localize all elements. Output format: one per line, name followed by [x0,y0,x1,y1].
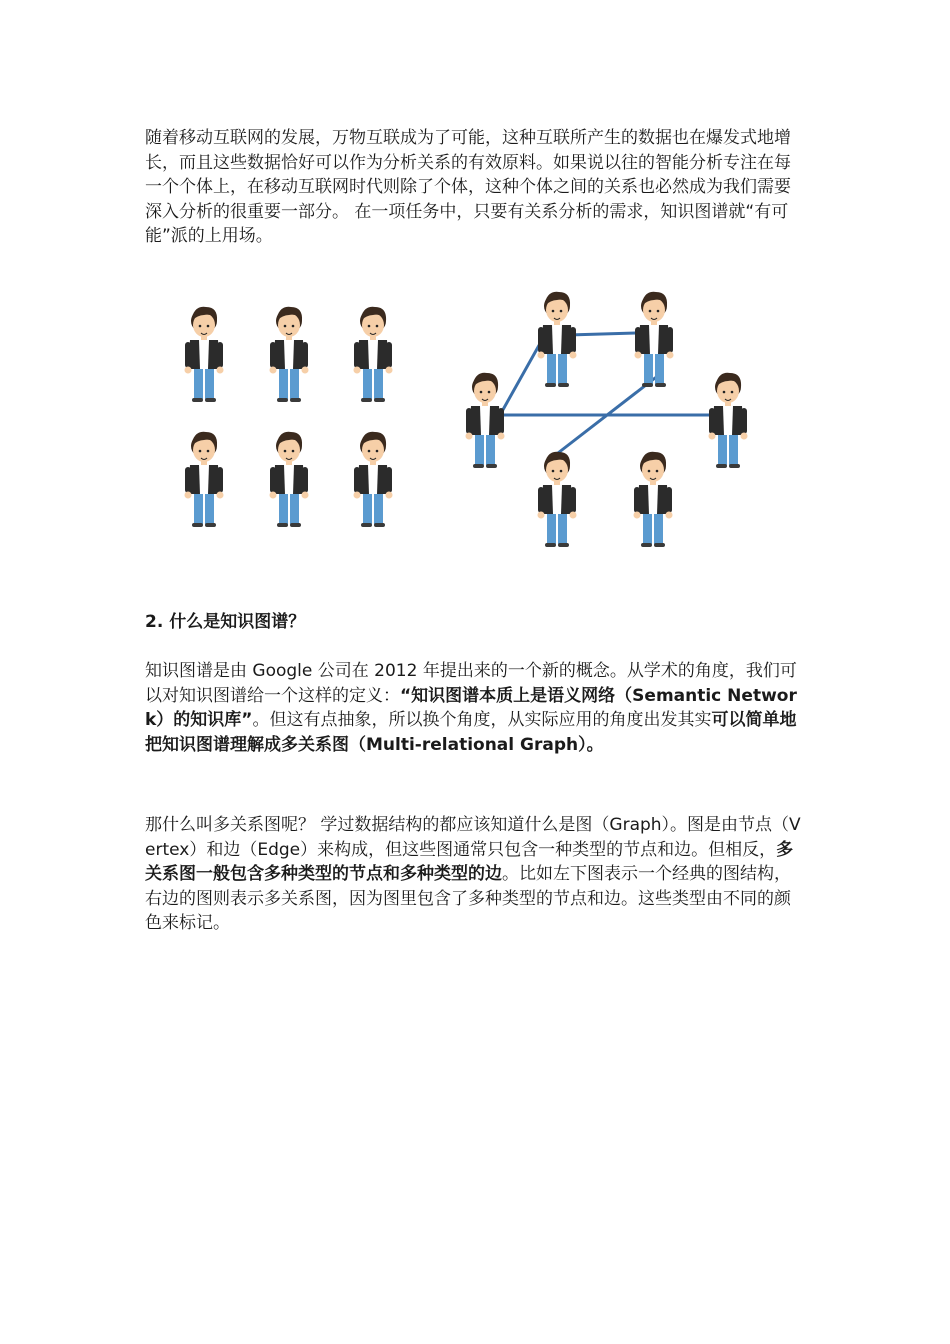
bold-multi-types: 多关系图一般包含多种类型的节点和多种类型的边 [145,839,794,885]
relationship-edges [500,333,714,453]
person-icon [634,452,673,547]
edge [500,340,542,415]
definition-paragraph [145,659,807,757]
person-icon [635,292,674,387]
text-span: 知识图谱是由 Google 公司在 2012 年提出来的一个新的概念。从学术的角度，我们可以对知识图谱给一个这样的定义： [145,661,797,706]
person-icon [538,452,577,547]
person-icon [709,373,748,468]
edge [568,333,638,335]
person-icon [354,432,393,527]
text-span: 那什么叫多关系图呢？ 学过数据结构的都应该知道什么是图（Graph）。图是由节点（Vertex）和边（Edge）来构成，但这些图通常只包含一种类型的节点和边。但相反， [145,815,801,860]
person-icon [185,307,224,402]
isolated-group [185,307,393,527]
text-span: 。比如左下图表示一个经典的图结构，右边的图则表示多关系图，因为图里包含了多种类型的节点和边。这些类型由不同的颜色来标记。 [145,864,791,934]
person-icon [270,432,309,527]
relationship-figure [170,285,790,555]
person-icon [466,373,505,468]
bold-multi-relational: 可以简单地把知识图谱理解成多关系图（Multi-relational Graph）。 [145,710,797,755]
person-icon [538,292,577,387]
person-icon [185,432,224,527]
graph-paragraph [145,813,807,936]
intro-paragraph: 随着移动互联网的发展，万物互联成为了可能，这种互联所产生的数据也在爆发式地增长，而且这些数据恰好可以作为分析关系的有效原料。如果说以往的智能分析专注在每一个个体上，在移动互联网时代则除了个体，这种个体之间的关系也必然成为我们需要深入分析的很重要一部分。 在一项任务中，只要有关系分析的需求，知识图谱就“有可能”派的上用场。 [145,128,791,247]
connected-group [466,292,748,547]
person-icon [270,307,309,402]
person-icon [354,307,393,402]
text-span: 。但这有点抽象，所以换个角度，从实际应用的角度出发其实 [252,710,712,731]
section-heading: 2. 什么是知识图谱？ [145,612,306,632]
bold-definition: “知识图谱本质上是语义网络（Semantic Network）的知识库” [145,685,797,731]
